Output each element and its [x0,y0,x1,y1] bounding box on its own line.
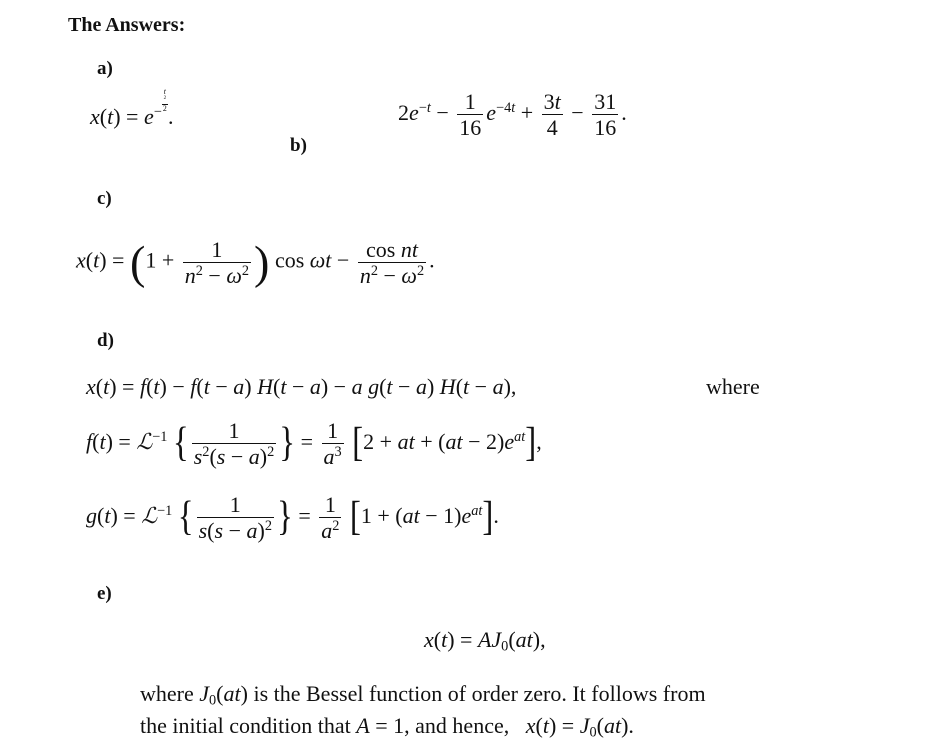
label-e: e) [97,583,112,604]
answer-b-equation: $2e^{-t}$ − $\frac{1}{16}$ $e^{-4t}$ + $\frac{3t}{4}$ − $\frac{31}{16}$ . [398,89,627,141]
answer-e-line-1: where $J_0(at)$ is the Bessel function of order zero. It follows from [140,681,706,709]
label-b: b) [290,135,307,156]
answers-title: The Answers: [68,14,186,36]
answer-e-equation: $x(t) = AJ_0(at)$, [424,627,546,655]
answer-a-equation: $x(t) = e^{- t ^2 2}$ . [90,87,174,130]
label-c: c) [97,188,112,209]
where-word: where [706,374,760,399]
answer-d-equation-3: g(t) = ℒ$^{-1}$ { $\frac{1}{s(s - a)^2}$ } = $\frac{1}{a^2}$ $[1 + (at - 1)e^{at}]$. [86,492,499,544]
label-d: d) [97,330,114,351]
answer-e-line-2: the initial condition that A = 1, and hence, $x(t) = J_0(at)$. [140,713,634,741]
label-a: a) [97,58,113,79]
answer-e-paragraph [140,678,706,742]
answer-d-equation-1: x(t) = f(t) − f(t − a) H(t − a) − a g(t − a) H(t − a), [86,374,517,399]
answer-c-equation: x(t) = (1 + $\frac{1}{n^2 - \omega^2}$ ) cos ωt − $\frac{\text{cos nt}}{n^2 - \omega^2}$ . [76,236,435,288]
answer-d-equation-2: f(t) = ℒ$^{-1}$ { $\frac{1}{s^2(s - a)^2}$ } = $\frac{1}{a^3}$ [2 + at + $(at - 2)e^{at}$], [86,418,542,470]
